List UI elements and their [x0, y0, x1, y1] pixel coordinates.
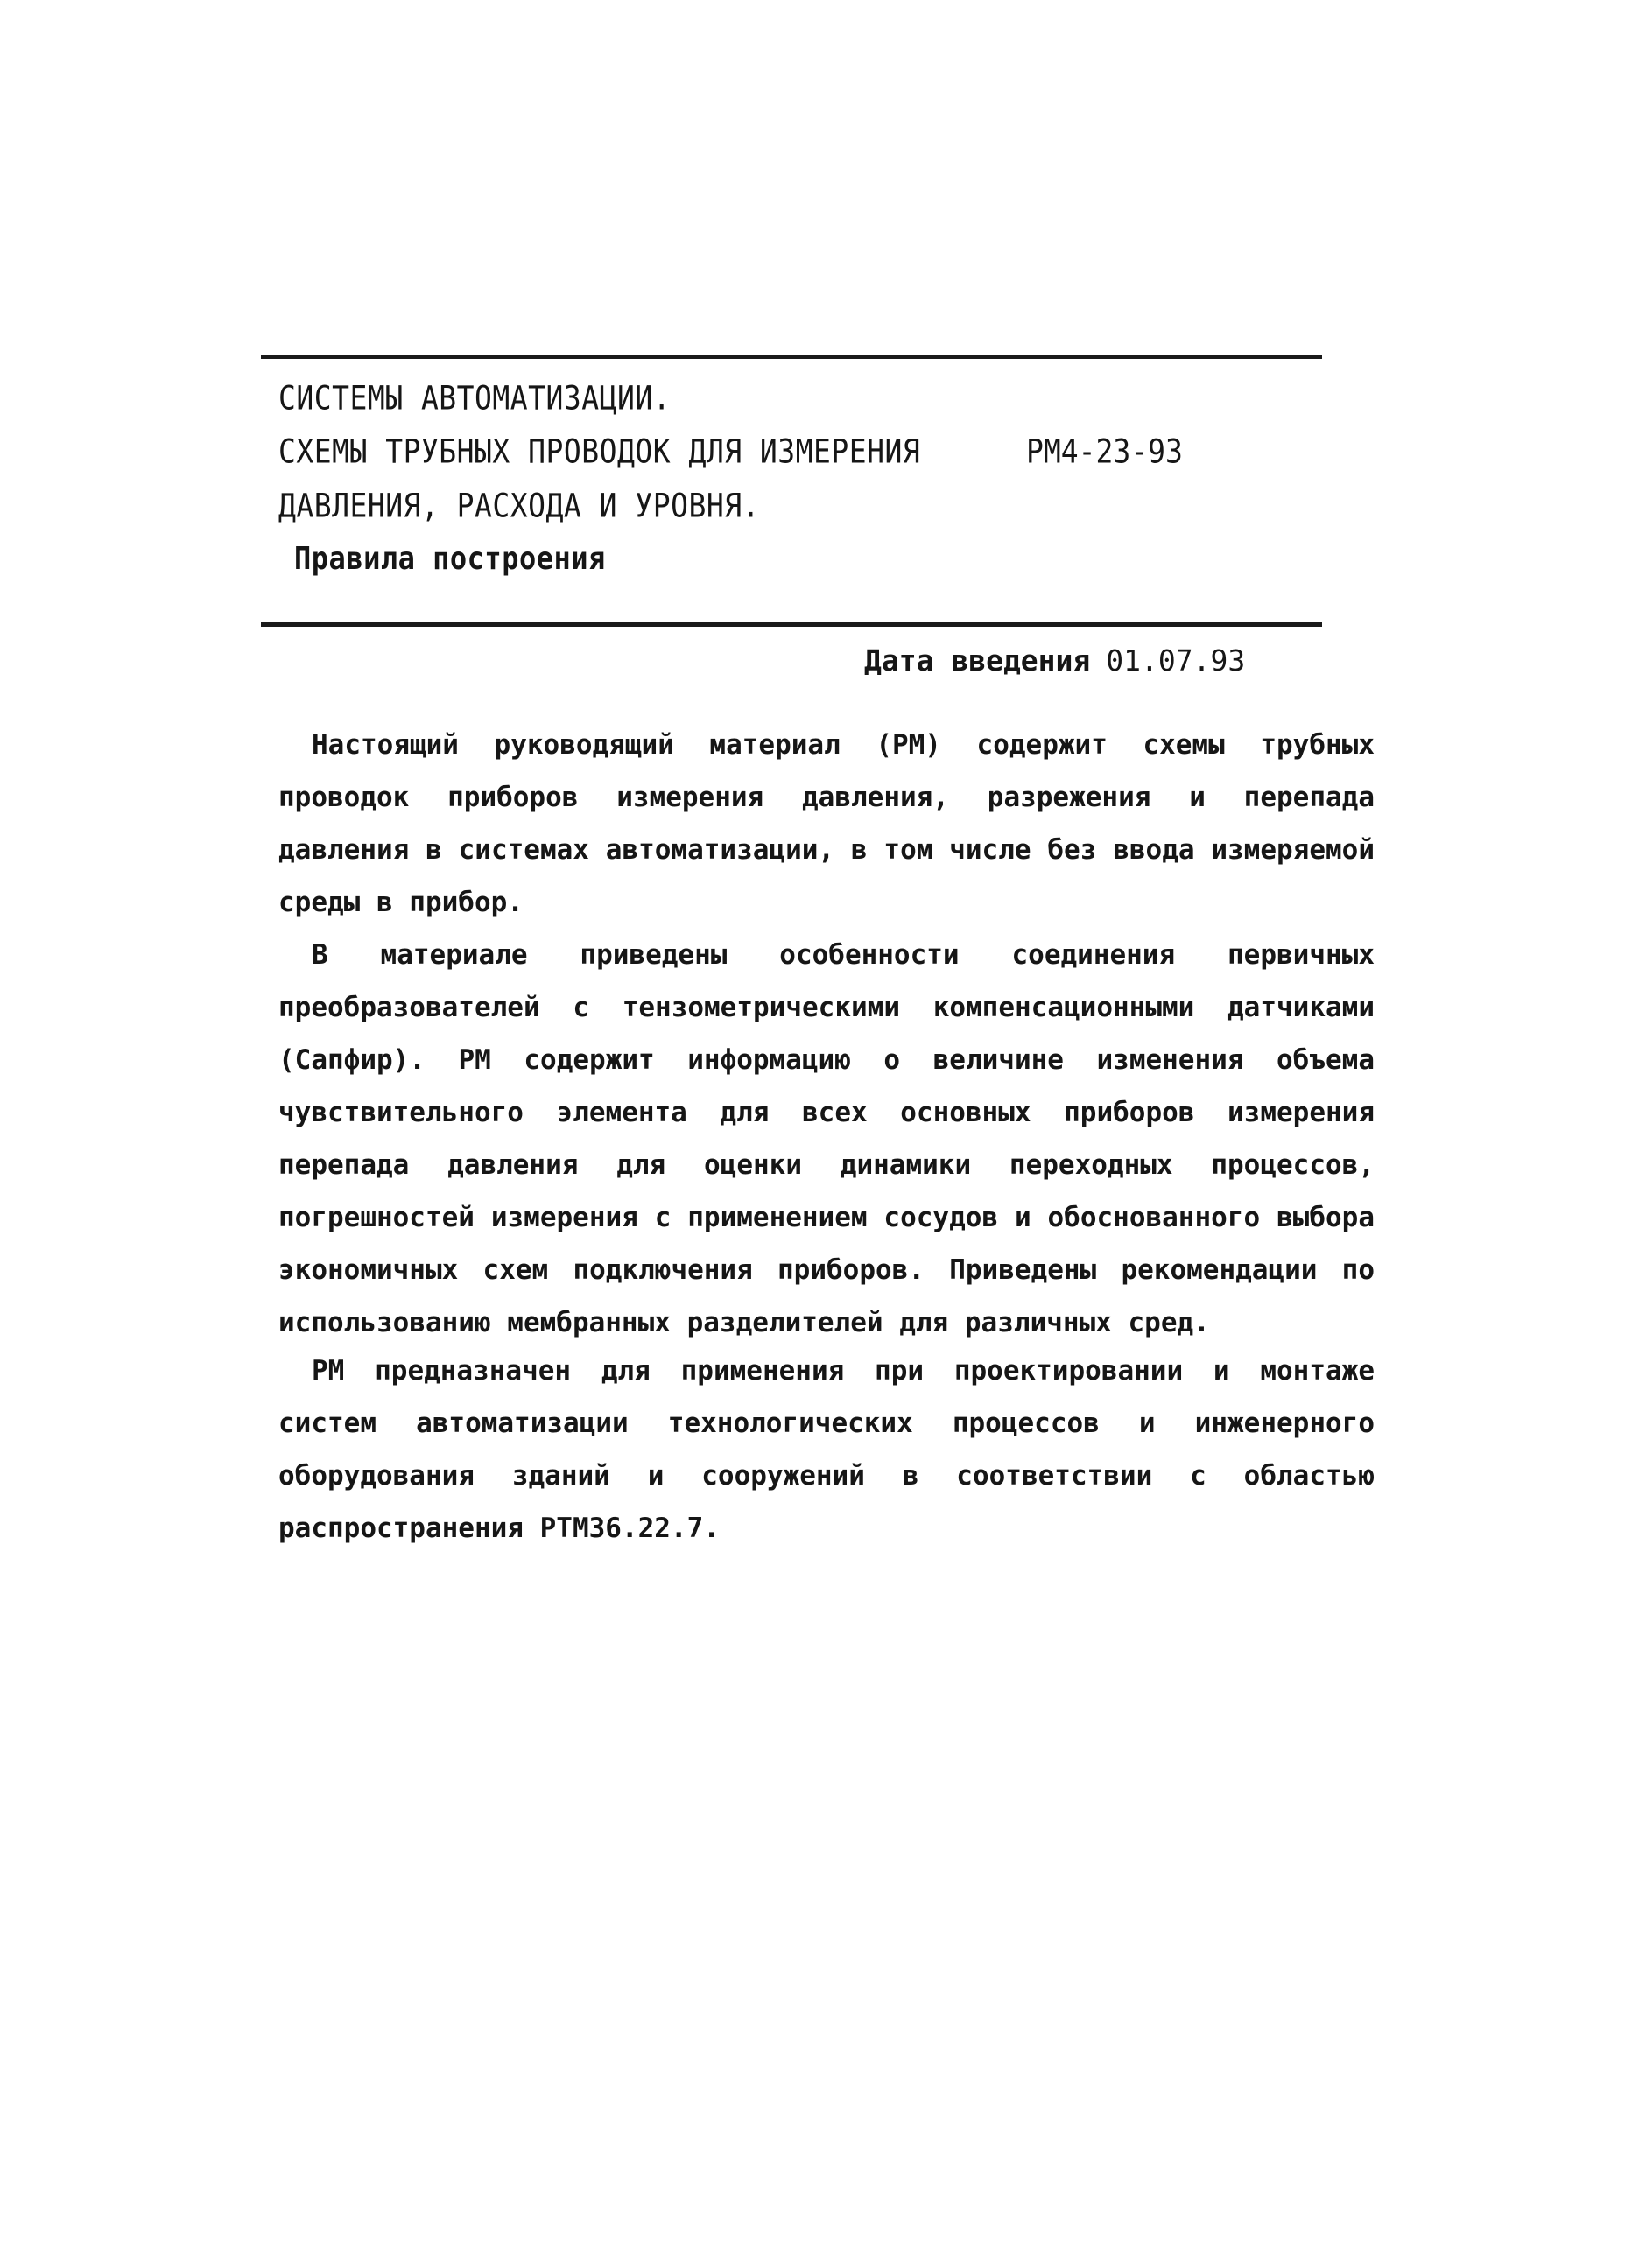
title-line-1: СИСТЕМЫ АВТОМАТИЗАЦИИ.: [278, 378, 672, 418]
introduction-date: [864, 643, 1246, 678]
paragraph-2: В материале приведены особенности соединения первичных преобразователей с тензометрическими компенсационными датчиками (Сапфир). РМ содержит информацию о величине изменения объема чувствительного элемента для всех основных приборов измерения перепада давления для оценки динамики переходных процессов, погрешностей измерения с применением сосудов и обоснованного выбора экономичных схем подключения приборов. Приведены рекомендации по использованию мембранных разделителей для различных сред.: [278, 939, 1375, 1338]
document-code: РМ4-23-93: [1026, 432, 1183, 471]
paragraph-1: Настоящий руководящий материал (РМ) содержит схемы трубных проводок приборов измерения давления, разрежения и перепада давления в системах автоматизации, в том числе без ввода измеряемой среды в прибор.: [278, 729, 1375, 918]
title-line-3: ДАВЛЕНИЯ, РАСХОДА И УРОВНЯ.: [278, 486, 760, 525]
date-label: Дата введения: [864, 643, 1091, 678]
date-value: 01.07.93: [1106, 643, 1246, 678]
title-line-2: СХЕМЫ ТРУБНЫХ ПРОВОДОК ДЛЯ ИЗМЕРЕНИЯ: [278, 432, 921, 471]
bottom-rule: [261, 622, 1322, 627]
top-rule: [261, 355, 1322, 359]
subtitle: Правила построения: [294, 539, 606, 578]
paragraph-3: РМ предназначен для применения при проектировании и монтаже систем автоматизации технологических процессов и инженерного оборудования зданий и сооружений в соответствии с областью распространения РТМ36.22.7.: [278, 1355, 1375, 1544]
